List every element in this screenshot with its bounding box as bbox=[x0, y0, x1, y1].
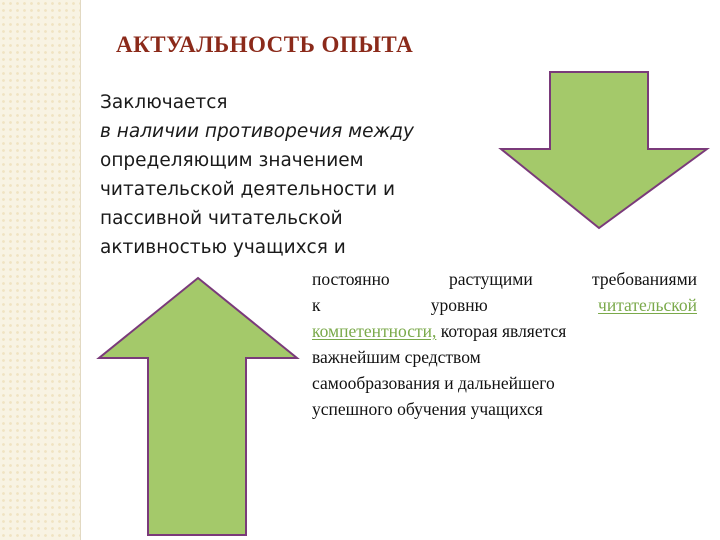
cont-word: которая является bbox=[436, 321, 567, 341]
reading-link[interactable]: читательской bbox=[598, 295, 697, 315]
continuation-text-block bbox=[312, 266, 697, 422]
cont-text-line: успешного обучения учащихся bbox=[312, 399, 543, 419]
down-arrow-shape bbox=[501, 72, 707, 228]
main-text-line-italic: в наличии противоречия между bbox=[100, 121, 414, 142]
cont-text-line: самообразования и дальнейшего bbox=[312, 373, 555, 393]
main-text-line: Заключается bbox=[100, 92, 228, 113]
cont-text-line bbox=[312, 318, 697, 344]
decorative-side-strip bbox=[0, 0, 80, 540]
up-arrow-icon bbox=[96, 276, 300, 538]
cont-word: к bbox=[312, 295, 321, 315]
cont-word: требованиями bbox=[591, 269, 698, 289]
main-text-block bbox=[100, 88, 510, 262]
main-text-line: читательской деятельности и bbox=[100, 179, 395, 200]
cont-text-line bbox=[312, 266, 697, 292]
cont-text-line bbox=[312, 292, 697, 318]
main-text-line: определяющим значением bbox=[100, 150, 364, 171]
up-arrow-shape bbox=[99, 278, 297, 535]
cont-word: уровню bbox=[430, 295, 488, 315]
side-divider bbox=[80, 0, 81, 540]
main-text-line: пассивной читательской bbox=[100, 208, 343, 229]
cont-word: растущими bbox=[448, 269, 533, 289]
cont-word: постоянно bbox=[312, 269, 390, 289]
competence-link[interactable]: компетентности, bbox=[312, 321, 437, 341]
cont-text-line: важнейшим средством bbox=[312, 347, 481, 367]
slide-title: АКТУАЛЬНОСТЬ ОПЫТА bbox=[116, 32, 414, 57]
down-arrow-icon bbox=[498, 70, 710, 232]
main-text-line: активностью учащихся и bbox=[100, 237, 346, 258]
